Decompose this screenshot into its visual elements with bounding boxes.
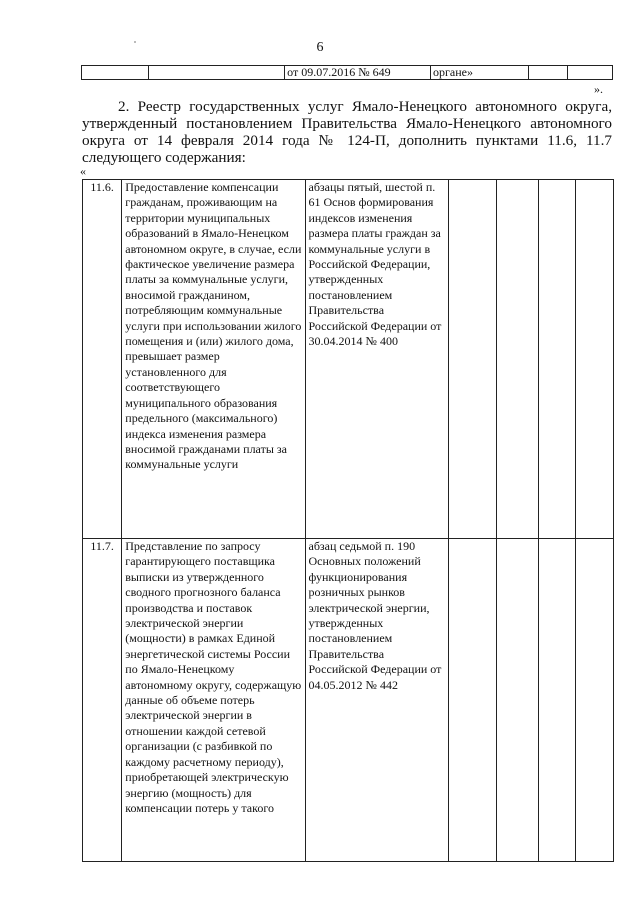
table-cell [449, 539, 497, 862]
table-cell [575, 180, 613, 539]
opening-quote: « [80, 164, 86, 178]
amendment-paragraph [82, 98, 612, 166]
table-cell [575, 539, 613, 862]
table-cell [539, 539, 576, 862]
legal-basis: абзацы пятый, шестой п. 61 Основ формирования индексов изменения размера платы граждан за коммунальные услуги в Российской Федерации, утвержденных постановлением Правительства Российской Федерации от 30.04.2014 № 400 [305, 180, 449, 539]
authority-cell: органе» [430, 66, 528, 80]
item-number: 11.7. [83, 539, 122, 862]
table-cell [496, 180, 538, 539]
amendment-text: 2. Реестр государственных услуг Ямало-Ненецкого автономного округа, утвержденный постановлением Правительства Ямало-Ненецкого автономного округа от 14 февраля 2014 года № 124-П, дополнить пунктами 11.6, 11.7 следующего содержания: [82, 98, 612, 166]
table-cell [528, 66, 567, 80]
page-number: 6 [316, 40, 324, 55]
scan-speck [134, 41, 136, 43]
table-row [83, 539, 614, 862]
table-cell [567, 66, 612, 80]
closing-quote: ». [594, 82, 603, 96]
registry-table [82, 179, 614, 862]
item-number: 11.6. [83, 180, 122, 539]
reference-cell: от 09.07.2016 № 649 [285, 66, 431, 80]
table-cell [496, 539, 538, 862]
service-name: Представление по запросу гарантирующего поставщика выписки из утвержденного сводного прогнозного баланса производства и поставок электрической энергии (мощности) в рамках Единой энергетической системы России по Ямало-Ненецкому автономному округу, содержащую данные об объеме потерь электрической энергии в отношении каждой сетевой организации (с разбивкой по каждому расчетному периоду), приобретающей электрическую энергию (мощность) для компенсации потерь у такого [122, 539, 305, 862]
previous-table-tail [81, 65, 613, 80]
table-cell [149, 66, 285, 80]
table-cell [449, 180, 497, 539]
table-cell [539, 180, 576, 539]
table-cell [82, 66, 149, 80]
legal-basis: абзац седьмой п. 190 Основных положений функционирования розничных рынков электрической энергии, утвержденных постановлением Правительства Российской Федерации от 04.05.2012 № 442 [305, 539, 449, 862]
service-name: Предоставление компенсации гражданам, проживающим на территории муниципальных образований в Ямало-Ненецком автономном округе, в случае, если фактическое увеличение размера платы за коммунальные услуги, вносимой гражданином, потребляющим коммунальные услуги при использовании жилого помещения и (или) жилого дома, превышает размер установленного для соответствующего муниципального образования предельного (максимального) индекса изменения размера вносимой гражданами платы за коммунальные услуги [122, 180, 305, 539]
table-row [83, 180, 614, 539]
